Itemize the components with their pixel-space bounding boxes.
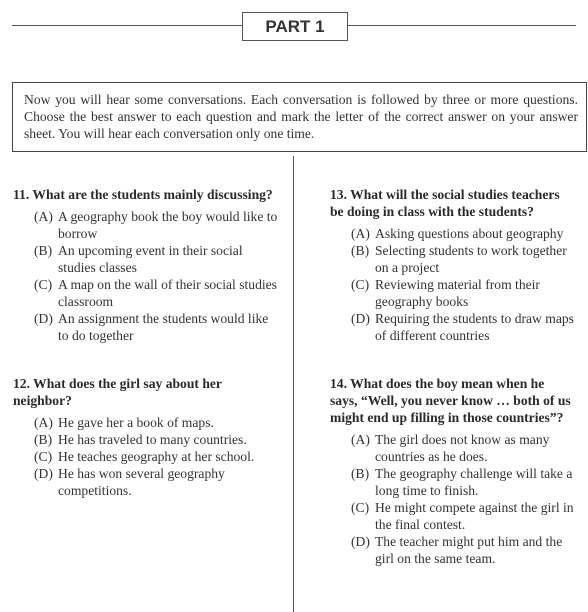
option-text: An assignment the students would like to do together [58, 311, 269, 343]
option-d[interactable] [351, 310, 575, 344]
question-stem [13, 375, 278, 409]
option-b[interactable] [34, 431, 278, 448]
option-list [330, 431, 575, 567]
option-c[interactable] [351, 276, 575, 310]
option-text: Requiring the students to draw maps of different countries [375, 311, 574, 343]
option-letter: (B) [34, 432, 53, 447]
header-rule-left [12, 25, 242, 26]
option-text: The geography challenge will take a long time to finish. [375, 466, 573, 498]
instructions-box: Now you will hear some conversations. Each conversation is followed by three or more questions. Choose the best answer to each question and mark the letter of the correct answer on your answer sheet. You will hear each conversation only one time. [12, 82, 587, 152]
part-title: PART 1 [242, 12, 348, 41]
option-c[interactable] [351, 499, 575, 533]
question-stem [330, 375, 575, 426]
question-number: 14. [330, 376, 347, 391]
option-letter: (D) [34, 466, 53, 481]
option-letter: (D) [351, 311, 370, 326]
question-text: What does the boy mean when he says, “Well, you never know … both of us might end up filling in those countries”? [330, 376, 571, 425]
option-text: He has won several geography competitions. [58, 466, 225, 498]
option-letter: (A) [351, 226, 370, 241]
option-text: He gave her a book of maps. [58, 415, 214, 430]
question-13 [330, 186, 575, 344]
option-letter: (B) [351, 243, 370, 258]
option-text: The girl does not know as many countries as he does. [375, 432, 550, 464]
question-number: 12. [13, 376, 30, 391]
option-text: Selecting students to work together on a project [375, 243, 567, 275]
option-d[interactable] [351, 533, 575, 567]
option-a[interactable] [34, 414, 278, 431]
option-a[interactable] [351, 431, 575, 465]
option-letter: (B) [34, 243, 53, 258]
option-letter: (D) [351, 534, 370, 549]
option-text: He might compete against the girl in the final contest. [375, 500, 574, 532]
question-number: 11. [13, 187, 30, 202]
question-11 [13, 186, 278, 344]
option-text: An upcoming event in their social studies classes [58, 243, 243, 275]
option-a[interactable] [351, 225, 575, 242]
option-d[interactable] [34, 465, 278, 499]
option-letter: (A) [34, 209, 53, 224]
option-b[interactable] [34, 242, 278, 276]
option-a[interactable] [34, 208, 278, 242]
question-14 [330, 375, 575, 567]
option-letter: (B) [351, 466, 370, 481]
option-letter: (D) [34, 311, 53, 326]
option-text: He has traveled to many countries. [58, 432, 247, 447]
option-c[interactable] [34, 448, 278, 465]
option-text: A geography book the boy would like to borrow [58, 209, 278, 241]
option-list [13, 208, 278, 344]
question-text: What will the social studies teachers be doing in class with the students? [330, 187, 560, 219]
option-list [13, 414, 278, 499]
option-list [330, 225, 575, 344]
option-text: He teaches geography at her school. [58, 449, 255, 464]
option-text: The teacher might put him and the girl on the same team. [375, 534, 563, 566]
option-letter: (A) [351, 432, 370, 447]
question-stem [13, 186, 278, 203]
option-b[interactable] [351, 465, 575, 499]
option-c[interactable] [34, 276, 278, 310]
option-letter: (C) [351, 277, 370, 292]
option-b[interactable] [351, 242, 575, 276]
column-divider [293, 156, 294, 612]
option-letter: (C) [34, 277, 53, 292]
option-text: Reviewing material from their geography books [375, 277, 540, 309]
option-text: Asking questions about geography [375, 226, 564, 241]
option-text: A map on the wall of their social studies classroom [58, 277, 277, 309]
question-stem [330, 186, 575, 220]
question-text: What does the girl say about her neighbor? [13, 376, 222, 408]
header-rule-right [347, 25, 576, 26]
question-number: 13. [330, 187, 347, 202]
question-12 [13, 375, 278, 499]
option-letter: (C) [34, 449, 53, 464]
option-letter: (A) [34, 415, 53, 430]
option-letter: (C) [351, 500, 370, 515]
option-d[interactable] [34, 310, 278, 344]
question-text: What are the students mainly discussing? [32, 187, 273, 202]
